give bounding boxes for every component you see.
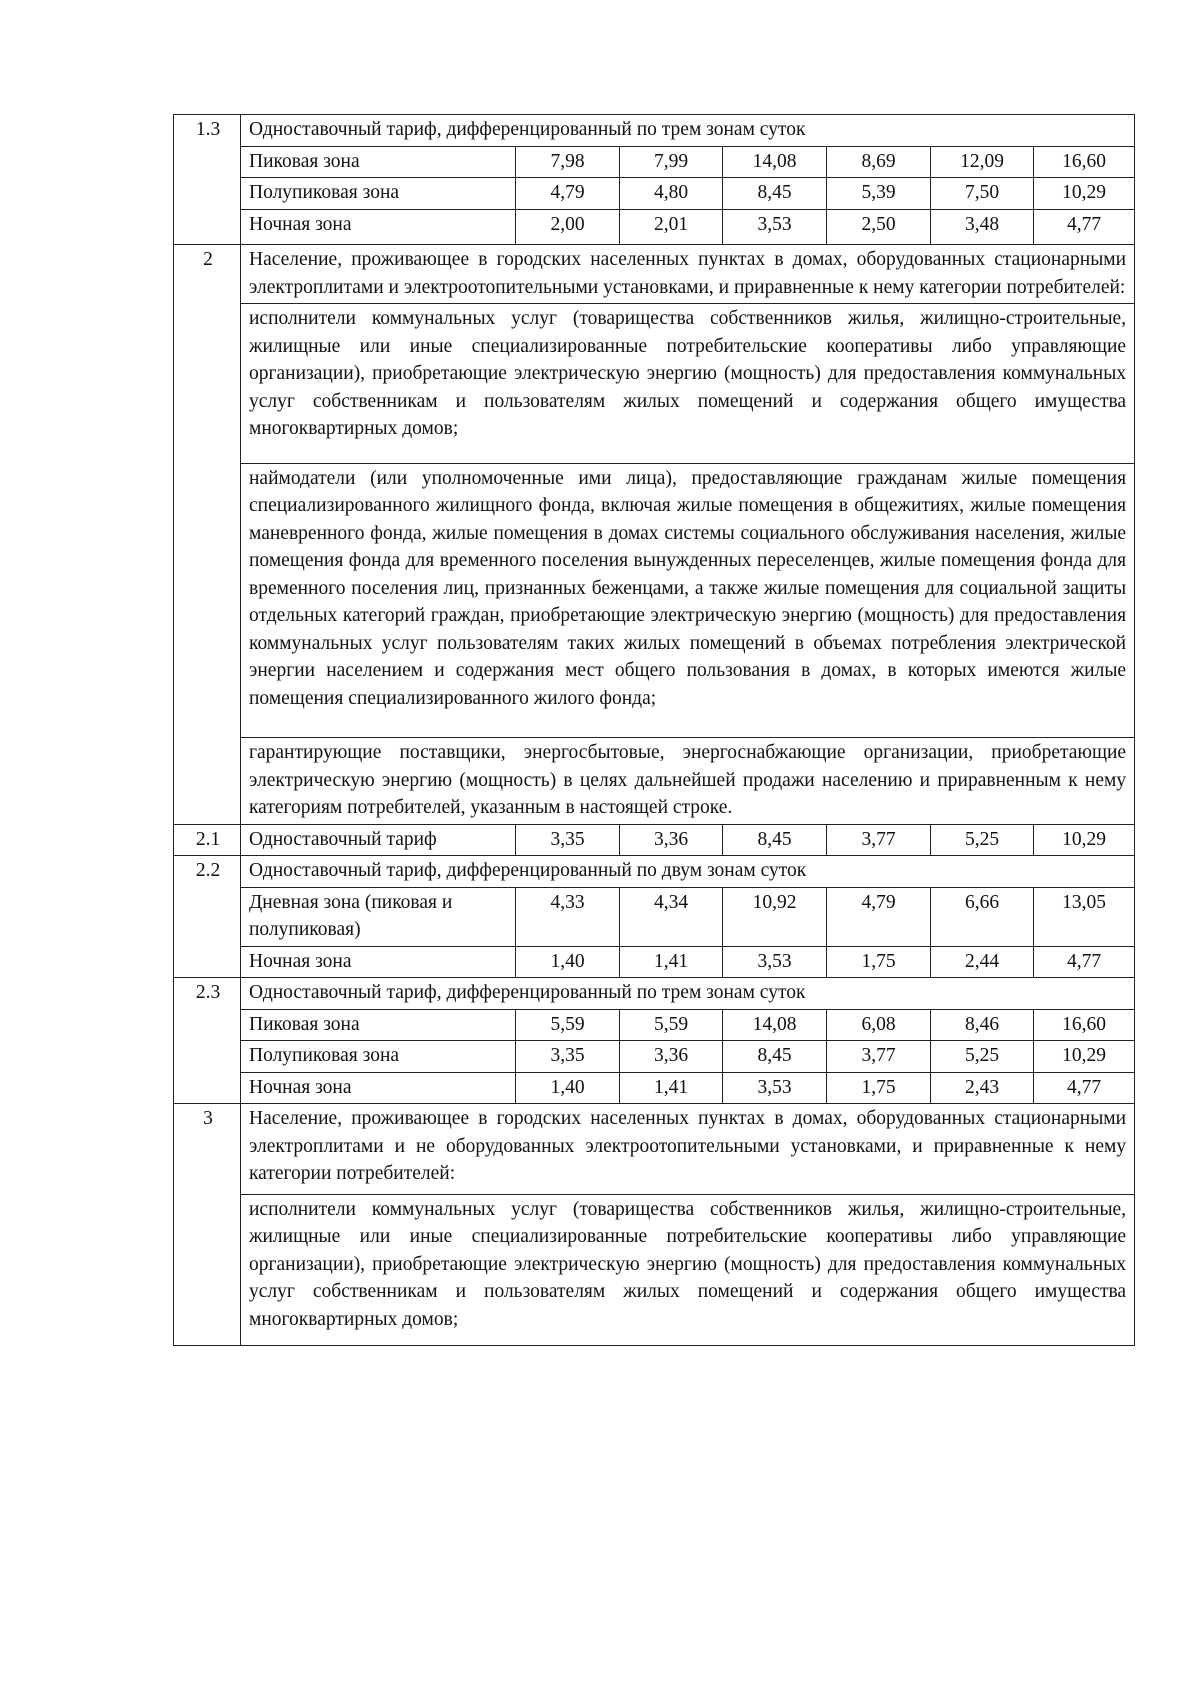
tariff-value: 3,36 (620, 1041, 723, 1073)
row-number: 1.3 (174, 115, 241, 245)
section-heading: Одноставочный тариф, дифференцированный по двум зонам суток (241, 856, 1135, 888)
tariff-value: 3,53 (723, 946, 827, 978)
tariff-value: 1,41 (620, 1072, 723, 1104)
table-row (174, 178, 1135, 210)
consumer-category-paragraph: исполнители коммунальных услуг (товарищества собственников жилья, жилищно-строительные, жилищные или иные специализированные потребительские кооперативы либо управляющие организации), приобретающие электрическую энергию (мощность) для предоставления коммунальных услуг собственникам и пользователям жилых помещений и содержания общего имущества многоквартирных домов; (241, 1194, 1135, 1346)
zone-label: Полупиковая зона (241, 178, 516, 210)
tariff-value: 3,36 (620, 824, 723, 856)
table-row (174, 738, 1135, 825)
tariff-value: 10,29 (1034, 178, 1135, 210)
table-row (174, 887, 1135, 946)
table-row (174, 946, 1135, 978)
tariff-value: 7,98 (516, 146, 620, 178)
table-row (174, 1194, 1135, 1346)
tariff-value: 12,09 (931, 146, 1034, 178)
row-number: 2.1 (174, 824, 241, 856)
consumer-category-paragraph: исполнители коммунальных услуг (товарищества собственников жилья, жилищно-строительные, жилищные или иные специализированные потребительские кооперативы либо управляющие организации), приобретающие электрическую энергию (мощность) для предоставления коммунальных услуг собственникам и пользователям жилых помещений и содержания общего имущества многоквартирных домов; (241, 304, 1135, 464)
tariff-value: 4,80 (620, 178, 723, 210)
table-row (174, 463, 1135, 738)
tariff-value: 4,79 (516, 178, 620, 210)
tariff-value: 16,60 (1034, 146, 1135, 178)
tariff-value: 8,45 (723, 1041, 827, 1073)
tariff-value: 2,00 (516, 209, 620, 245)
tariff-value: 16,60 (1034, 1009, 1135, 1041)
tariff-value: 3,77 (827, 824, 931, 856)
tariff-value: 5,39 (827, 178, 931, 210)
tariff-value: 5,25 (931, 824, 1034, 856)
tariff-value: 6,08 (827, 1009, 931, 1041)
tariff-value: 4,33 (516, 887, 620, 946)
table-row (174, 146, 1135, 178)
zone-label: Ночная зона (241, 1072, 516, 1104)
section-row (174, 115, 1135, 147)
tariff-value: 5,59 (620, 1009, 723, 1041)
table-row (174, 1009, 1135, 1041)
tariff-value: 7,99 (620, 146, 723, 178)
tariff-value: 3,53 (723, 209, 827, 245)
row-number: 3 (174, 1104, 241, 1346)
tariff-value: 4,79 (827, 887, 931, 946)
tariff-value: 3,48 (931, 209, 1034, 245)
section-row (174, 1104, 1135, 1195)
section-row (174, 978, 1135, 1010)
tariff-value: 4,77 (1034, 1072, 1135, 1104)
tariff-value: 10,29 (1034, 1041, 1135, 1073)
row-number: 2 (174, 245, 241, 825)
consumer-category-paragraph: наймодатели (или уполномоченные ими лица), предоставляющие гражданам жилые помещения специализированного жилищного фонда, включая жилые помещения в общежитиях, жилые помещения маневренного фонда, жилые помещения в домах системы социального обслуживания населения, жилые помещения фонда для временного поселения вынужденных переселенцев, жилые помещения фонда для временного поселения лиц, признанных беженцами, а также жилые помещения для социальной защиты отдельных категорий граждан, приобретающие электрическую энергию (мощность) для предоставления коммунальных услуг пользователям таких жилых помещений в объемах потребления электрической энергии населением и содержания мест общего пользования в домах, в которых имеются жилые помещения специализированного жилого фонда; (241, 463, 1135, 738)
zone-label: Ночная зона (241, 209, 516, 245)
tariff-value: 8,45 (723, 824, 827, 856)
tariff-value: 1,75 (827, 946, 931, 978)
zone-label: Дневная зона (пиковая и полупиковая) (241, 887, 516, 946)
zone-label: Полупиковая зона (241, 1041, 516, 1073)
tariff-value: 10,92 (723, 887, 827, 946)
tariff-value: 1,41 (620, 946, 723, 978)
section-row (174, 245, 1135, 304)
tariff-value: 2,43 (931, 1072, 1034, 1104)
table-row (174, 1072, 1135, 1104)
table-row (174, 304, 1135, 464)
table-row (174, 1041, 1135, 1073)
table-row (174, 209, 1135, 245)
tariff-value: 14,08 (723, 146, 827, 178)
tariff-value: 2,01 (620, 209, 723, 245)
tariff-value: 5,59 (516, 1009, 620, 1041)
tariff-table (173, 114, 1135, 1346)
zone-label: Пиковая зона (241, 1009, 516, 1041)
tariff-label: Одноставочный тариф (241, 824, 516, 856)
table-row (174, 824, 1135, 856)
section-heading: Одноставочный тариф, дифференцированный по трем зонам суток (241, 978, 1135, 1010)
tariff-value: 4,77 (1034, 946, 1135, 978)
tariff-value: 3,53 (723, 1072, 827, 1104)
tariff-value: 14,08 (723, 1009, 827, 1041)
tariff-value: 7,50 (931, 178, 1034, 210)
tariff-value: 8,45 (723, 178, 827, 210)
tariff-value: 5,25 (931, 1041, 1034, 1073)
section-heading: Одноставочный тариф, дифференцированный по трем зонам суток (241, 115, 1135, 147)
tariff-value: 10,29 (1034, 824, 1135, 856)
tariff-value: 8,46 (931, 1009, 1034, 1041)
tariff-value: 4,34 (620, 887, 723, 946)
tariff-value: 2,44 (931, 946, 1034, 978)
tariff-value: 1,40 (516, 1072, 620, 1104)
tariff-value: 6,66 (931, 887, 1034, 946)
tariff-value: 13,05 (1034, 887, 1135, 946)
tariff-value: 3,35 (516, 824, 620, 856)
tariff-value: 1,40 (516, 946, 620, 978)
tariff-value: 1,75 (827, 1072, 931, 1104)
zone-label: Пиковая зона (241, 146, 516, 178)
tariff-value: 4,77 (1034, 209, 1135, 245)
section-heading: Население, проживающее в городских населенных пунктах в домах, оборудованных стационарными электроплитами и электроотопительными установками, и приравненные к нему категории потребителей: (241, 245, 1135, 304)
section-row (174, 856, 1135, 888)
consumer-category-paragraph: гарантирующие поставщики, энергосбытовые, энергоснабжающие организации, приобретающие электрическую энергию (мощность) в целях дальнейшей продажи населению и приравненным к нему категориям потребителей, указанным в настоящей строке. (241, 738, 1135, 825)
section-heading: Население, проживающее в городских населенных пунктах в домах, оборудованных стационарными электроплитами и не оборудованных электроотопительными установками, и приравненные к нему категории потребителей: (241, 1104, 1135, 1195)
row-number: 2.2 (174, 856, 241, 978)
tariff-value: 2,50 (827, 209, 931, 245)
tariff-value: 8,69 (827, 146, 931, 178)
row-number: 2.3 (174, 978, 241, 1104)
tariff-value: 3,77 (827, 1041, 931, 1073)
tariff-value: 3,35 (516, 1041, 620, 1073)
zone-label: Ночная зона (241, 946, 516, 978)
